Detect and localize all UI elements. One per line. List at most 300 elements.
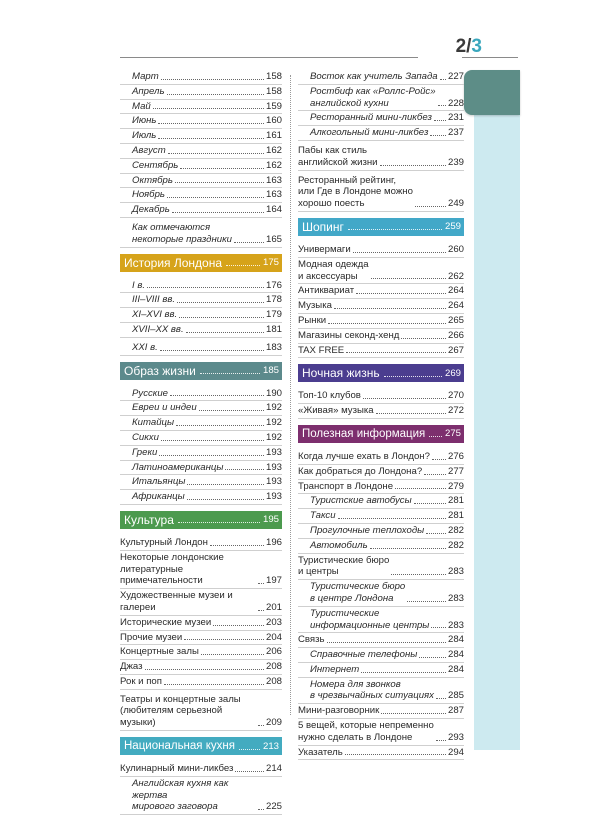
section-title: Национальная кухня xyxy=(124,740,235,753)
dot-leader xyxy=(167,94,264,95)
entry-rule xyxy=(120,776,282,777)
page-ref: 208 xyxy=(265,661,282,673)
dot-leader xyxy=(177,302,264,303)
entry-rule xyxy=(120,113,282,114)
entry-rule xyxy=(120,202,282,203)
toc-entry[interactable] xyxy=(298,664,464,676)
toc-entry[interactable] xyxy=(298,649,464,661)
page-ref: 162 xyxy=(265,159,282,171)
dot-leader xyxy=(371,278,446,279)
toc-entry[interactable] xyxy=(120,617,282,629)
section-title: Полезная информация xyxy=(302,427,426,440)
toc-entry[interactable] xyxy=(120,342,282,354)
dot-leader xyxy=(160,350,264,351)
page-ref: 266 xyxy=(447,329,464,341)
entry-rule xyxy=(120,460,282,461)
page-ref: 284 xyxy=(447,634,464,646)
entry-label: Прогулочные теплоходы xyxy=(310,524,425,536)
dot-leader xyxy=(345,754,446,755)
dot-leader xyxy=(391,574,446,575)
toc-entry[interactable] xyxy=(120,491,282,503)
dot-leader xyxy=(200,373,260,374)
section-title: Ночная жизнь xyxy=(302,366,380,381)
page-ref: 158 xyxy=(265,71,282,82)
page-ref: 181 xyxy=(265,323,282,335)
dot-leader xyxy=(187,484,264,485)
entry-rule xyxy=(120,128,282,129)
entry-label: Антиквариат xyxy=(298,285,355,297)
toc-entry[interactable] xyxy=(298,510,464,522)
page-ref: 228 xyxy=(447,97,464,109)
toc-entry[interactable] xyxy=(120,388,282,400)
entry-rule xyxy=(120,474,282,475)
entry-rule xyxy=(120,355,282,356)
toc-entry[interactable] xyxy=(298,315,464,327)
entry-label: Связь xyxy=(298,634,325,646)
toc-entry[interactable] xyxy=(298,259,464,283)
toc-entry[interactable] xyxy=(298,112,464,124)
toc-entry[interactable] xyxy=(120,646,282,658)
page-ref: 249 xyxy=(447,198,464,210)
toc-entry[interactable] xyxy=(120,417,282,429)
section-page: 195 xyxy=(262,514,279,526)
dot-leader xyxy=(338,518,446,519)
page-ref: 193 xyxy=(265,461,282,473)
dot-leader xyxy=(376,413,446,414)
entry-rule xyxy=(120,337,282,338)
toc-entry[interactable] xyxy=(120,294,282,306)
page-ref: 179 xyxy=(265,309,282,321)
toc-entry[interactable] xyxy=(120,222,282,246)
entry-rule xyxy=(120,187,282,188)
toc-entry[interactable] xyxy=(120,145,282,157)
page-ref: 161 xyxy=(265,130,282,142)
entry-label: Универмаги xyxy=(298,243,351,255)
dot-leader xyxy=(175,182,264,183)
page-ref: 164 xyxy=(265,204,282,216)
entry-label: XXI в. xyxy=(132,341,158,353)
toc-entry[interactable] xyxy=(298,244,464,256)
dot-leader xyxy=(199,410,264,411)
entry-label: Июль xyxy=(132,130,157,142)
section-cuisine[interactable] xyxy=(120,737,282,755)
entry-label: Итальянцы xyxy=(132,476,186,488)
dot-leader xyxy=(356,293,446,294)
page-ref: 201 xyxy=(265,601,282,613)
dot-leader xyxy=(258,583,264,584)
entry-rule xyxy=(298,647,464,648)
page-ref: 197 xyxy=(265,575,282,587)
entry-rule xyxy=(298,464,464,465)
dot-leader xyxy=(401,338,446,339)
entry-label: Указатель xyxy=(298,746,343,758)
dot-leader xyxy=(328,323,446,324)
page-ref: 176 xyxy=(265,279,282,291)
page-ref: 203 xyxy=(265,616,282,628)
dot-leader xyxy=(327,642,446,643)
page-ref: 225 xyxy=(265,801,282,813)
page-ref: 209 xyxy=(265,717,282,729)
dot-leader xyxy=(436,740,446,741)
dot-leader xyxy=(430,135,446,136)
dot-leader xyxy=(424,474,446,475)
toc-entry[interactable] xyxy=(120,694,282,729)
toc-entry[interactable] xyxy=(120,175,282,187)
page-ref: 287 xyxy=(447,705,464,717)
dot-leader xyxy=(172,212,264,213)
entry-rule xyxy=(120,322,282,323)
entry-rule xyxy=(120,292,282,293)
toc-entry[interactable] xyxy=(298,390,464,402)
page-ref: 163 xyxy=(265,189,282,201)
entry-label: XI–XVI вв. xyxy=(132,309,178,321)
toc-entry[interactable] xyxy=(120,309,282,321)
side-strip xyxy=(474,75,520,750)
entry-rule xyxy=(120,674,282,675)
toc-entry[interactable] xyxy=(298,608,464,632)
section-history[interactable] xyxy=(120,254,282,272)
toc-entry[interactable] xyxy=(120,590,282,614)
entry-rule xyxy=(120,84,282,85)
entry-rule xyxy=(298,140,464,141)
toc-entry[interactable] xyxy=(298,71,464,83)
entry-rule xyxy=(120,99,282,100)
page-ref: 294 xyxy=(447,746,464,758)
entry-rule xyxy=(298,170,464,171)
page-ref: 160 xyxy=(265,115,282,127)
toc-entry[interactable] xyxy=(120,537,282,549)
entry-rule xyxy=(298,579,464,580)
page-ref: 293 xyxy=(447,731,464,743)
section-page: 175 xyxy=(262,257,279,269)
section-title: Образ жизни xyxy=(124,363,196,378)
page-ref: 281 xyxy=(447,510,464,522)
toc-entry[interactable] xyxy=(120,280,282,292)
entry-label: Октябрь xyxy=(132,174,173,186)
section-page: 185 xyxy=(262,365,279,377)
entry-label: Африканцы xyxy=(132,491,185,503)
toc-entry[interactable] xyxy=(120,778,282,813)
toc-entry[interactable] xyxy=(298,481,464,493)
page-ref: 277 xyxy=(447,465,464,477)
page-ref: 260 xyxy=(447,243,464,255)
page-ref: 282 xyxy=(447,539,464,551)
toc-entry[interactable] xyxy=(298,495,464,507)
toc-entry[interactable] xyxy=(120,632,282,644)
toc-entry[interactable] xyxy=(298,300,464,312)
entry-rule xyxy=(298,328,464,329)
entry-label: Театры и концертные залы (любителям серьезной музыки) xyxy=(120,693,241,729)
toc-entry[interactable] xyxy=(120,160,282,172)
entry-label: Прочие музеи xyxy=(120,631,183,643)
dot-leader xyxy=(226,265,260,266)
page-ref: 162 xyxy=(265,144,282,156)
entry-rule xyxy=(298,759,464,760)
toc-entry[interactable] xyxy=(120,324,282,336)
entry-label: XVII–XX вв. xyxy=(132,323,184,335)
page-ref: 158 xyxy=(265,85,282,97)
entry-rule xyxy=(120,143,282,144)
page-ref: 196 xyxy=(265,536,282,548)
dot-leader xyxy=(234,242,264,243)
entry-label: Туристические бюро в центре Лондона xyxy=(310,581,406,604)
page-ref: 214 xyxy=(265,763,282,775)
toc-entry[interactable] xyxy=(120,101,282,113)
entry-label: 5 вещей, которые непременно нужно сделать в Лондоне xyxy=(298,720,434,743)
toc-entry[interactable] xyxy=(298,175,464,210)
dot-leader xyxy=(361,672,446,673)
entry-label: Апрель xyxy=(132,85,165,97)
entry-rule xyxy=(298,313,464,314)
section-useful-info[interactable] xyxy=(298,425,464,443)
entry-rule xyxy=(120,550,282,551)
entry-label: Пабы как стиль английской жизни xyxy=(298,144,378,168)
dot-leader xyxy=(170,395,264,396)
page-ref: 283 xyxy=(447,566,464,578)
toc-entry[interactable] xyxy=(298,451,464,463)
toc-entry[interactable] xyxy=(120,115,282,127)
dot-leader xyxy=(201,654,264,655)
dot-leader xyxy=(180,168,264,169)
toc-entry[interactable] xyxy=(298,330,464,342)
dot-leader xyxy=(186,332,264,333)
page-ref: 283 xyxy=(447,619,464,631)
page-ref: 193 xyxy=(265,446,282,458)
entry-label: Июнь xyxy=(132,115,157,127)
entry-label: Рок и поп xyxy=(120,675,162,687)
page-ref: 208 xyxy=(265,675,282,687)
toc-entry[interactable] xyxy=(298,540,464,552)
entry-rule xyxy=(298,553,464,554)
entry-rule xyxy=(298,84,464,85)
entry-rule xyxy=(298,662,464,663)
entry-rule xyxy=(298,523,464,524)
dot-leader xyxy=(153,108,264,109)
dot-leader xyxy=(176,425,264,426)
entry-rule xyxy=(120,158,282,159)
entry-label: Сикхи xyxy=(132,431,159,443)
dot-leader xyxy=(353,252,446,253)
entry-rule xyxy=(298,718,464,719)
entry-rule xyxy=(298,538,464,539)
dot-leader xyxy=(434,120,446,121)
page-ref: 264 xyxy=(447,300,464,312)
toc-entry[interactable] xyxy=(120,476,282,488)
entry-label: Греки xyxy=(132,446,158,458)
entry-label: Художественные музеи и галереи xyxy=(120,590,233,613)
toc-entry[interactable] xyxy=(298,555,464,579)
page-ref: 284 xyxy=(447,649,464,661)
dot-leader xyxy=(431,627,446,628)
entry-label: Когда лучше ехать в Лондон? xyxy=(298,450,430,462)
chapter-tab[interactable] xyxy=(464,70,520,115)
dot-leader xyxy=(159,455,264,456)
toc-entry[interactable] xyxy=(120,86,282,98)
dot-leader xyxy=(426,533,446,534)
dot-leader xyxy=(225,469,264,470)
page-ref: 159 xyxy=(265,100,282,112)
toc-entry[interactable] xyxy=(120,402,282,414)
page-ref: 193 xyxy=(265,491,282,503)
dot-leader xyxy=(213,625,264,626)
toc-entry[interactable] xyxy=(298,345,464,357)
entry-label: Туристические бюро и центры xyxy=(298,554,390,578)
toc-entry[interactable] xyxy=(298,581,464,605)
dot-leader xyxy=(167,197,264,198)
toc-entry[interactable] xyxy=(298,747,464,759)
section-page: 213 xyxy=(262,740,279,752)
entry-label: Восток как учитель Запада xyxy=(310,71,438,82)
dot-leader xyxy=(258,610,264,611)
entry-rule xyxy=(298,211,464,212)
entry-label: Август xyxy=(132,144,166,156)
dot-leader xyxy=(381,713,446,714)
entry-label: Такси xyxy=(310,510,336,522)
dot-leader xyxy=(334,308,446,309)
dot-leader xyxy=(161,79,264,80)
page-ref: 285 xyxy=(447,690,464,702)
section-page: 269 xyxy=(444,367,461,379)
entry-label: Кулинарный мини-ликбез xyxy=(120,763,234,775)
toc-entry[interactable] xyxy=(298,466,464,478)
toc-entry[interactable] xyxy=(120,432,282,444)
dot-leader xyxy=(235,771,264,772)
entry-rule xyxy=(120,615,282,616)
dot-leader xyxy=(419,657,446,658)
toc-entry[interactable] xyxy=(298,86,464,110)
entry-rule xyxy=(120,445,282,446)
entry-label: Ростбиф как «Роллс-Ройс» английской кухни xyxy=(310,85,436,109)
dot-leader xyxy=(380,165,446,166)
page-ref: 190 xyxy=(265,387,282,399)
page-ref: 283 xyxy=(447,592,464,604)
entry-rule xyxy=(120,730,282,731)
dot-leader xyxy=(187,499,264,500)
toc-entry[interactable] xyxy=(120,447,282,459)
page-ref: 192 xyxy=(265,402,282,414)
toc-entry[interactable] xyxy=(298,705,464,717)
entry-label: Культурный Лондон xyxy=(120,536,208,548)
entry-label: Джаз xyxy=(120,661,143,673)
entry-rule xyxy=(298,403,464,404)
toc-entry[interactable] xyxy=(120,189,282,201)
entry-label: Исторические музеи xyxy=(120,616,212,628)
entry-label: Транспорт в Лондоне xyxy=(298,480,394,492)
page-ref: 267 xyxy=(447,344,464,356)
toc-entry[interactable] xyxy=(120,763,282,775)
entry-label: Интернет xyxy=(310,663,360,675)
toc-entry[interactable] xyxy=(120,676,282,688)
entry-rule xyxy=(298,479,464,480)
entry-label: Май xyxy=(132,100,151,112)
entry-rule xyxy=(298,357,464,358)
section-lifestyle[interactable] xyxy=(120,362,282,380)
dot-leader xyxy=(407,601,446,602)
page-ref: 264 xyxy=(447,285,464,297)
entry-rule xyxy=(120,415,282,416)
toc-entry[interactable] xyxy=(120,71,282,83)
entry-label: Номера для звонков в чрезвычайных ситуациях xyxy=(310,678,434,702)
dot-leader xyxy=(346,352,446,353)
entry-rule xyxy=(298,283,464,284)
entry-rule xyxy=(298,418,464,419)
page-ref: 192 xyxy=(265,431,282,443)
entry-label: «Живая» музыка xyxy=(298,405,374,417)
toc-entry[interactable] xyxy=(298,145,464,169)
page-ref: 279 xyxy=(447,480,464,492)
toc-entry[interactable] xyxy=(298,285,464,297)
entry-rule xyxy=(120,814,282,815)
entry-label: Декабрь xyxy=(132,204,170,216)
toc-entry[interactable] xyxy=(120,130,282,142)
dot-leader xyxy=(258,809,264,810)
dot-leader xyxy=(438,105,446,106)
entry-rule xyxy=(120,659,282,660)
entry-label: Как добраться до Лондона? xyxy=(298,465,423,477)
toc-entry[interactable] xyxy=(298,634,464,646)
entry-label: Английская кухня как жертва мирового заговора xyxy=(132,777,229,813)
dot-leader xyxy=(158,123,264,124)
entry-label: Топ-10 клубов xyxy=(298,390,361,402)
entry-rule xyxy=(298,493,464,494)
dot-leader xyxy=(184,639,264,640)
entry-label: Ресторанный рейтинг, или Где в Лондоне можно хорошо поесть xyxy=(298,174,413,210)
page-ref: 165 xyxy=(265,233,282,245)
toc-entry[interactable] xyxy=(298,525,464,537)
page-ref: 193 xyxy=(265,476,282,488)
entry-label: Китайцы xyxy=(132,417,175,429)
page-ref: 204 xyxy=(265,631,282,643)
section-nightlife[interactable] xyxy=(298,364,464,382)
entry-label: Справочные телефоны xyxy=(310,649,418,661)
entry-rule xyxy=(298,125,464,126)
entry-rule xyxy=(298,298,464,299)
page-ref: 183 xyxy=(265,341,282,353)
page-ref: 206 xyxy=(265,646,282,658)
entry-label: Март xyxy=(132,71,159,82)
page-ref: 237 xyxy=(447,127,464,139)
entry-rule xyxy=(298,508,464,509)
toc-entry[interactable] xyxy=(120,661,282,673)
toc-entry[interactable] xyxy=(298,127,464,139)
toc-entry[interactable] xyxy=(120,552,282,587)
section-culture[interactable] xyxy=(120,511,282,529)
toc-entry[interactable] xyxy=(298,679,464,703)
entry-rule xyxy=(120,504,282,505)
entry-rule xyxy=(120,217,282,218)
entry-rule xyxy=(120,644,282,645)
dot-leader xyxy=(239,749,260,750)
page-ref: 284 xyxy=(447,663,464,675)
page-number: 2/3 xyxy=(455,36,482,57)
entry-label: Евреи и индеи xyxy=(132,402,197,414)
entry-rule xyxy=(120,489,282,490)
toc-entry[interactable] xyxy=(120,204,282,216)
toc-entry[interactable] xyxy=(298,720,464,744)
entry-rule xyxy=(298,343,464,344)
entry-label: Туристские автобусы xyxy=(310,495,412,507)
entry-rule xyxy=(120,247,282,248)
entry-label: Концертные залы xyxy=(120,646,199,658)
toc-entry[interactable] xyxy=(120,462,282,474)
entry-rule xyxy=(298,257,464,258)
dot-leader xyxy=(370,548,446,549)
entry-rule xyxy=(120,689,282,690)
section-shopping[interactable] xyxy=(298,218,464,236)
entry-label: Как отмечаются некоторые праздники xyxy=(132,221,232,245)
dot-leader xyxy=(395,488,446,489)
toc-entry[interactable] xyxy=(298,405,464,417)
